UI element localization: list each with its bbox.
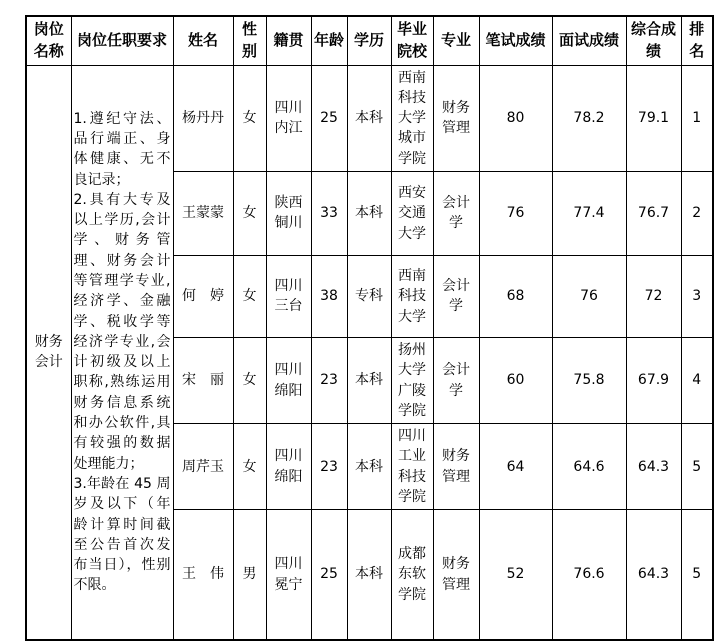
cell-major: 会计学 [433,171,479,255]
cell-name: 周芹玉 [173,424,233,510]
cell-interview-score: 76 [552,255,626,337]
cell-major: 财务管理 [433,65,479,171]
cell-school: 四川工业科技学院 [391,424,433,510]
cell-education: 专科 [347,255,391,337]
cell-education: 本科 [347,65,391,171]
header-overall-score: 综合成绩 [626,16,681,65]
cell-name: 宋 丽 [173,337,233,423]
cell-rank: 2 [681,171,713,255]
cell-age: 25 [311,65,347,171]
cell-overall-score: 64.3 [626,424,681,510]
cell-name: 何 婷 [173,255,233,337]
cell-overall-score: 72 [626,255,681,337]
cell-name: 杨丹丹 [173,65,233,171]
cell-age: 23 [311,424,347,510]
cell-gender: 女 [233,424,266,510]
cell-interview-score: 75.8 [552,337,626,423]
recruitment-score-table [25,15,714,641]
requirements-cell [71,65,173,640]
cell-interview-score: 77.4 [552,171,626,255]
header-gender: 性别 [233,16,266,65]
cell-native-place: 四川绵阳 [266,424,311,510]
cell-major: 财务管理 [433,424,479,510]
cell-education: 本科 [347,171,391,255]
cell-interview-score: 76.6 [552,510,626,640]
cell-written-score: 52 [479,510,552,640]
requirement-item: 3.年龄在 45 周岁及以下（年龄计算时间截至公告首次发布当日），性别不限。 [73,475,171,594]
cell-school: 成都东软学院 [391,510,433,640]
cell-school: 西南科技大学 [391,255,433,337]
cell-education: 本科 [347,424,391,510]
cell-school: 扬州大学广陵学院 [391,337,433,423]
cell-native-place: 四川内江 [266,65,311,171]
requirement-item: 1.遵纪守法、品行端正、身体健康、无不良记录； [73,110,171,188]
cell-major: 会计学 [433,337,479,423]
header-native-place: 籍贯 [266,16,311,65]
header-education: 学历 [347,16,391,65]
cell-gender: 女 [233,65,266,171]
header-name: 姓名 [173,16,233,65]
cell-gender: 女 [233,255,266,337]
cell-school: 西南科技大学城市学院 [391,65,433,171]
header-age: 年龄 [311,16,347,65]
cell-rank: 4 [681,337,713,423]
cell-education: 本科 [347,337,391,423]
cell-school: 西安交通大学 [391,171,433,255]
cell-written-score: 64 [479,424,552,510]
cell-written-score: 76 [479,171,552,255]
cell-rank: 5 [681,424,713,510]
cell-rank: 5 [681,510,713,640]
cell-native-place: 四川绵阳 [266,337,311,423]
header-school: 毕业院校 [391,16,433,65]
cell-age: 25 [311,510,347,640]
cell-overall-score: 67.9 [626,337,681,423]
cell-name: 王 伟 [173,510,233,640]
header-rank: 排名 [681,16,713,65]
cell-age: 38 [311,255,347,337]
cell-age: 33 [311,171,347,255]
header-written-score: 笔试成绩 [479,16,552,65]
header-interview-score: 面试成绩 [552,16,626,65]
cell-interview-score: 64.6 [552,424,626,510]
header-requirements: 岗位任职要求 [71,16,173,65]
cell-written-score: 80 [479,65,552,171]
header-major: 专业 [433,16,479,65]
cell-native-place: 四川冕宁 [266,510,311,640]
cell-overall-score: 76.7 [626,171,681,255]
cell-major: 财务管理 [433,510,479,640]
cell-education: 本科 [347,510,391,640]
position-name-cell: 财务会计 [26,65,71,640]
cell-native-place: 陕西铜川 [266,171,311,255]
cell-overall-score: 79.1 [626,65,681,171]
cell-gender: 男 [233,510,266,640]
cell-written-score: 60 [479,337,552,423]
cell-rank: 3 [681,255,713,337]
cell-overall-score: 64.3 [626,510,681,640]
cell-rank: 1 [681,65,713,171]
table-row [26,65,713,171]
requirement-item: 2.具有大专及以上学历,会计学、财务管理、财务会计等管理学专业,经济学、金融学、税收学等经济学专业,会计初级及以上职称,熟练运用财务信息系统和办公软件,具有较强的数据处理能力； [73,191,171,472]
cell-interview-score: 78.2 [552,65,626,171]
cell-gender: 女 [233,337,266,423]
header-position: 岗位名称 [26,16,71,65]
cell-age: 23 [311,337,347,423]
cell-gender: 女 [233,171,266,255]
cell-major: 会计学 [433,255,479,337]
header-row [26,16,713,65]
cell-written-score: 68 [479,255,552,337]
cell-name: 王蒙蒙 [173,171,233,255]
cell-native-place: 四川三台 [266,255,311,337]
